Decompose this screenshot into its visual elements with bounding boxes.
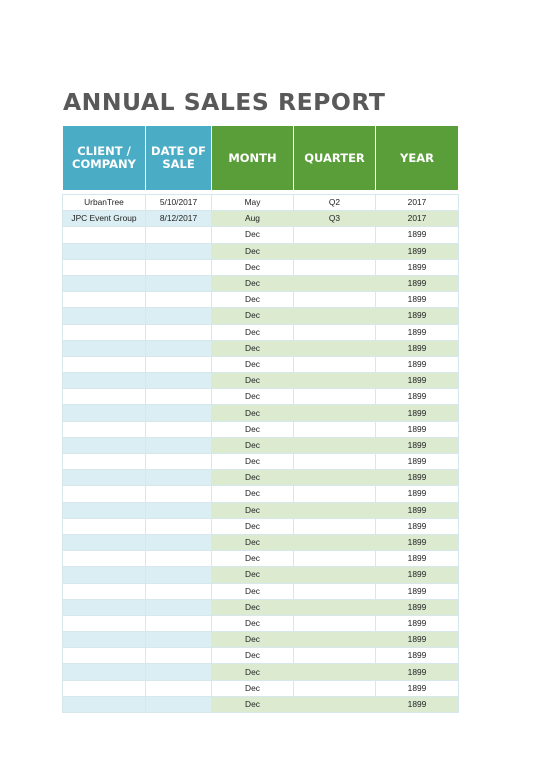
table-row xyxy=(63,680,459,696)
cell-month[interactable]: Dec xyxy=(212,227,294,243)
cell-month[interactable]: Dec xyxy=(212,275,294,291)
table-row xyxy=(63,259,459,275)
cell-quarter[interactable]: Q3 xyxy=(294,211,376,227)
cell-year[interactable]: 1899 xyxy=(376,486,459,502)
cell-client[interactable] xyxy=(63,583,146,599)
cell-quarter[interactable] xyxy=(294,324,376,340)
cell-date[interactable] xyxy=(146,324,212,340)
cell-year[interactable]: 1899 xyxy=(376,567,459,583)
cell-date[interactable]: 5/10/2017 xyxy=(146,195,212,211)
cell-month[interactable]: Dec xyxy=(212,292,294,308)
cell-year[interactable]: 2017 xyxy=(376,211,459,227)
cell-date[interactable] xyxy=(146,632,212,648)
cell-year[interactable]: 1899 xyxy=(376,437,459,453)
header-quarter: QUARTER xyxy=(294,126,376,191)
table-row xyxy=(63,486,459,502)
table-row xyxy=(63,567,459,583)
cell-client[interactable] xyxy=(63,421,146,437)
cell-month[interactable]: Dec xyxy=(212,583,294,599)
table-row xyxy=(63,292,459,308)
cell-month[interactable]: Dec xyxy=(212,486,294,502)
cell-quarter[interactable] xyxy=(294,534,376,550)
cell-quarter[interactable] xyxy=(294,454,376,470)
cell-month[interactable]: Dec xyxy=(212,389,294,405)
cell-date[interactable] xyxy=(146,389,212,405)
cell-client[interactable] xyxy=(63,389,146,405)
cell-client[interactable] xyxy=(63,437,146,453)
table-row xyxy=(63,227,459,243)
cell-year[interactable]: 1899 xyxy=(376,308,459,324)
cell-month[interactable]: Dec xyxy=(212,259,294,275)
cell-date[interactable] xyxy=(146,292,212,308)
table-row xyxy=(63,648,459,664)
cell-month[interactable]: Dec xyxy=(212,664,294,680)
cell-year[interactable]: 1899 xyxy=(376,599,459,615)
cell-year[interactable]: 1899 xyxy=(376,275,459,291)
cell-month[interactable]: Dec xyxy=(212,551,294,567)
table-row xyxy=(63,211,459,227)
table-row xyxy=(63,356,459,372)
table-row xyxy=(63,599,459,615)
cell-month[interactable]: Dec xyxy=(212,437,294,453)
cell-date[interactable] xyxy=(146,648,212,664)
cell-client[interactable] xyxy=(63,664,146,680)
cell-month[interactable]: Dec xyxy=(212,470,294,486)
cell-year[interactable]: 1899 xyxy=(376,648,459,664)
cell-quarter[interactable]: Q2 xyxy=(294,195,376,211)
cell-quarter[interactable] xyxy=(294,502,376,518)
header-month: MONTH xyxy=(212,126,294,191)
cell-year[interactable]: 1899 xyxy=(376,518,459,534)
cell-quarter[interactable] xyxy=(294,389,376,405)
table-row xyxy=(63,632,459,648)
cell-month[interactable]: Dec xyxy=(212,373,294,389)
header-row xyxy=(63,126,459,191)
cell-date[interactable] xyxy=(146,567,212,583)
cell-date[interactable] xyxy=(146,421,212,437)
table-row xyxy=(63,308,459,324)
cell-quarter[interactable] xyxy=(294,340,376,356)
cell-client[interactable] xyxy=(63,227,146,243)
cell-date[interactable] xyxy=(146,696,212,712)
cell-date[interactable] xyxy=(146,502,212,518)
table-row xyxy=(63,421,459,437)
cell-quarter[interactable] xyxy=(294,227,376,243)
cell-year[interactable]: 1899 xyxy=(376,389,459,405)
cell-client[interactable] xyxy=(63,551,146,567)
cell-date[interactable] xyxy=(146,664,212,680)
cell-year[interactable]: 1899 xyxy=(376,551,459,567)
table-row xyxy=(63,275,459,291)
cell-year[interactable]: 1899 xyxy=(376,454,459,470)
cell-quarter[interactable] xyxy=(294,583,376,599)
cell-quarter[interactable] xyxy=(294,292,376,308)
cell-year[interactable]: 1899 xyxy=(376,632,459,648)
table-row xyxy=(63,696,459,712)
cell-date[interactable] xyxy=(146,437,212,453)
cell-quarter[interactable] xyxy=(294,599,376,615)
table-body xyxy=(63,195,459,713)
table-row xyxy=(63,583,459,599)
cell-client[interactable] xyxy=(63,373,146,389)
cell-client[interactable] xyxy=(63,696,146,712)
cell-month[interactable]: Dec xyxy=(212,502,294,518)
cell-month[interactable]: Dec xyxy=(212,518,294,534)
table-row xyxy=(63,340,459,356)
cell-year[interactable]: 1899 xyxy=(376,227,459,243)
cell-year[interactable]: 1899 xyxy=(376,340,459,356)
cell-quarter[interactable] xyxy=(294,632,376,648)
cell-year[interactable]: 1899 xyxy=(376,259,459,275)
cell-month[interactable]: Dec xyxy=(212,243,294,259)
cell-client[interactable] xyxy=(63,292,146,308)
cell-month[interactable]: Dec xyxy=(212,567,294,583)
cell-date[interactable] xyxy=(146,454,212,470)
cell-year[interactable]: 1899 xyxy=(376,664,459,680)
table-row xyxy=(63,389,459,405)
cell-client[interactable] xyxy=(63,356,146,372)
cell-quarter[interactable] xyxy=(294,259,376,275)
cell-year[interactable]: 1899 xyxy=(376,421,459,437)
cell-quarter[interactable] xyxy=(294,470,376,486)
cell-date[interactable] xyxy=(146,486,212,502)
cell-date[interactable] xyxy=(146,259,212,275)
cell-year[interactable]: 1899 xyxy=(376,696,459,712)
cell-month[interactable]: Dec xyxy=(212,340,294,356)
cell-client[interactable] xyxy=(63,518,146,534)
cell-month[interactable]: Dec xyxy=(212,324,294,340)
table-row xyxy=(63,502,459,518)
cell-client[interactable] xyxy=(63,308,146,324)
cell-quarter[interactable] xyxy=(294,308,376,324)
cell-month[interactable]: Dec xyxy=(212,599,294,615)
cell-client[interactable] xyxy=(63,470,146,486)
table-row xyxy=(63,405,459,421)
cell-year[interactable]: 1899 xyxy=(376,373,459,389)
cell-month[interactable]: Dec xyxy=(212,534,294,550)
cell-date[interactable] xyxy=(146,583,212,599)
cell-quarter[interactable] xyxy=(294,243,376,259)
cell-quarter[interactable] xyxy=(294,421,376,437)
cell-date[interactable] xyxy=(146,356,212,372)
cell-date[interactable] xyxy=(146,551,212,567)
cell-quarter[interactable] xyxy=(294,664,376,680)
header-year: YEAR xyxy=(376,126,459,191)
cell-date[interactable] xyxy=(146,243,212,259)
cell-date[interactable] xyxy=(146,599,212,615)
cell-client[interactable] xyxy=(63,259,146,275)
cell-month[interactable]: Dec xyxy=(212,308,294,324)
cell-year[interactable]: 1899 xyxy=(376,243,459,259)
cell-client[interactable] xyxy=(63,534,146,550)
cell-month[interactable]: Dec xyxy=(212,648,294,664)
table-row xyxy=(63,373,459,389)
cell-date[interactable] xyxy=(146,227,212,243)
cell-quarter[interactable] xyxy=(294,373,376,389)
cell-quarter[interactable] xyxy=(294,405,376,421)
cell-year[interactable]: 1899 xyxy=(376,356,459,372)
header-client: CLIENT / COMPANY xyxy=(63,126,146,191)
cell-month[interactable]: Dec xyxy=(212,405,294,421)
cell-quarter[interactable] xyxy=(294,437,376,453)
table-row xyxy=(63,324,459,340)
cell-year[interactable]: 2017 xyxy=(376,195,459,211)
cell-client[interactable] xyxy=(63,324,146,340)
cell-date[interactable] xyxy=(146,518,212,534)
header-date: DATE OF SALE xyxy=(146,126,212,191)
cell-client[interactable] xyxy=(63,599,146,615)
cell-month[interactable]: Aug xyxy=(212,211,294,227)
cell-client[interactable]: JPC Event Group xyxy=(63,211,146,227)
cell-month[interactable]: Dec xyxy=(212,356,294,372)
cell-year[interactable]: 1899 xyxy=(376,324,459,340)
table-row xyxy=(63,615,459,631)
page-title: ANNUAL SALES REPORT xyxy=(63,88,386,116)
cell-date[interactable] xyxy=(146,373,212,389)
cell-quarter[interactable] xyxy=(294,551,376,567)
cell-year[interactable]: 1899 xyxy=(376,292,459,308)
sales-table xyxy=(62,125,459,713)
cell-client[interactable] xyxy=(63,615,146,631)
cell-date[interactable] xyxy=(146,680,212,696)
table-row xyxy=(63,664,459,680)
cell-client[interactable] xyxy=(63,502,146,518)
cell-month[interactable]: Dec xyxy=(212,680,294,696)
cell-year[interactable]: 1899 xyxy=(376,680,459,696)
cell-year[interactable]: 1899 xyxy=(376,583,459,599)
cell-quarter[interactable] xyxy=(294,518,376,534)
cell-month[interactable]: Dec xyxy=(212,615,294,631)
cell-client[interactable] xyxy=(63,567,146,583)
cell-date[interactable] xyxy=(146,470,212,486)
cell-year[interactable]: 1899 xyxy=(376,405,459,421)
table-row xyxy=(63,470,459,486)
table-row xyxy=(63,534,459,550)
cell-date[interactable] xyxy=(146,308,212,324)
cell-quarter[interactable] xyxy=(294,615,376,631)
cell-quarter[interactable] xyxy=(294,680,376,696)
table-row xyxy=(63,551,459,567)
cell-client[interactable]: UrbanTree xyxy=(63,195,146,211)
cell-client[interactable] xyxy=(63,340,146,356)
cell-month[interactable]: May xyxy=(212,195,294,211)
table-row xyxy=(63,454,459,470)
cell-month[interactable]: Dec xyxy=(212,454,294,470)
cell-client[interactable] xyxy=(63,405,146,421)
cell-client[interactable] xyxy=(63,275,146,291)
table-row xyxy=(63,243,459,259)
cell-quarter[interactable] xyxy=(294,486,376,502)
cell-date[interactable] xyxy=(146,534,212,550)
cell-client[interactable] xyxy=(63,648,146,664)
cell-date[interactable] xyxy=(146,275,212,291)
cell-month[interactable]: Dec xyxy=(212,421,294,437)
cell-quarter[interactable] xyxy=(294,567,376,583)
table-row xyxy=(63,437,459,453)
cell-quarter[interactable] xyxy=(294,696,376,712)
cell-month[interactable]: Dec xyxy=(212,632,294,648)
cell-quarter[interactable] xyxy=(294,648,376,664)
cell-date[interactable] xyxy=(146,615,212,631)
cell-date[interactable]: 8/12/2017 xyxy=(146,211,212,227)
table-row xyxy=(63,195,459,211)
cell-quarter[interactable] xyxy=(294,275,376,291)
cell-year[interactable]: 1899 xyxy=(376,470,459,486)
cell-month[interactable]: Dec xyxy=(212,696,294,712)
table-row xyxy=(63,518,459,534)
cell-year[interactable]: 1899 xyxy=(376,502,459,518)
cell-date[interactable] xyxy=(146,405,212,421)
cell-client[interactable] xyxy=(63,680,146,696)
cell-client[interactable] xyxy=(63,243,146,259)
cell-year[interactable]: 1899 xyxy=(376,615,459,631)
cell-year[interactable]: 1899 xyxy=(376,534,459,550)
cell-date[interactable] xyxy=(146,340,212,356)
cell-client[interactable] xyxy=(63,632,146,648)
cell-quarter[interactable] xyxy=(294,356,376,372)
cell-client[interactable] xyxy=(63,486,146,502)
cell-client[interactable] xyxy=(63,454,146,470)
